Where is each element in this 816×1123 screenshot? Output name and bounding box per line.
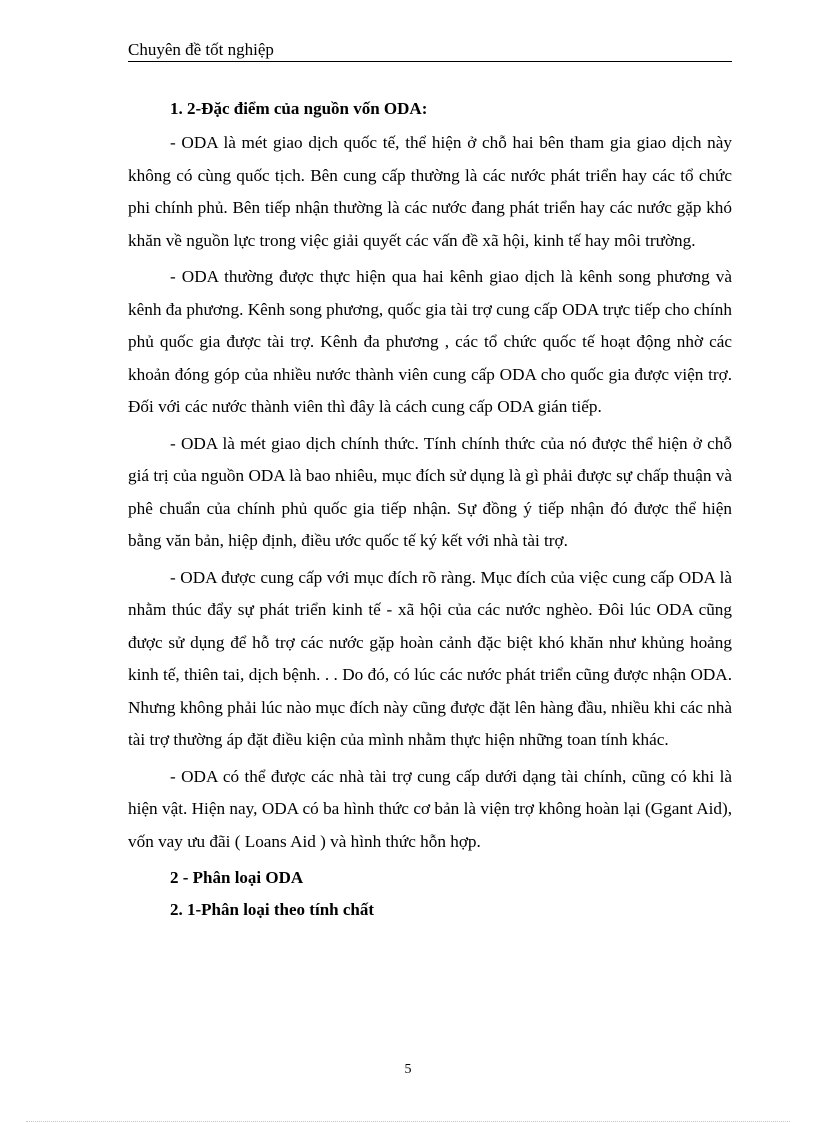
running-header: Chuyên đề tốt nghiệp: [128, 40, 732, 62]
paragraph: - ODA là mét giao dịch quốc tế, thể hiện ở chỗ hai bên tham gia giao dịch này không có cùng quốc tịch. Bên cung cấp thường là các nước phát triển hay các tổ chức phi chính phủ. Bên tiếp nhận thường là các nước đang phát triển hay các nước gặp khó khăn về nguồn lực trong việc giải quyết các vấn đề xã hội, kinh tế hay môi trường.: [128, 133, 732, 250]
section-heading-2: 2 - Phân loại ODA: [170, 868, 304, 887]
page-number: 5: [404, 1062, 412, 1077]
paragraph: - ODA thường được thực hiện qua hai kênh giao dịch là kênh song phương và kênh đa phương. Kênh song phương, quốc gia tài trợ cung cấp ODA trực tiếp cho chính phủ quốc gia được tài trợ. Kênh đa phương , các tổ chức quốc tế hoạt động nhờ các khoản đóng góp của nhiều nước thành viên cung cấp ODA cho quốc gia được viện trợ. Đối với các nước thành viên thì đây là cách cung cấp ODA gián tiếp.: [128, 267, 732, 416]
section-heading-2-1: 2. 1-Phân loại theo tính chất: [170, 900, 375, 919]
page-bottom-border: [26, 1121, 790, 1122]
paragraph: - ODA được cung cấp với mục đích rõ ràng. Mục đích của việc cung cấp ODA là nhằm thúc đẩy sự phát triển kinh tế - xã hội của các nước nghèo. Đôi lúc ODA cũng được sử dụng để hỗ trợ các nước gặp hoàn cảnh đặc biệt khó khăn như khủng hoảng kinh tế, thiên tai, dịch bệnh. . . Do đó, có lúc các nước phát triển cũng được nhận ODA. Nhưng không phải lúc nào mục đích này cũng được đặt lên hàng đầu, nhiều khi các nhà tài trợ thường áp đặt điều kiện của mình nhằm thực hiện những toan tính khác.: [128, 567, 732, 749]
page-body: [128, 93, 732, 926]
paragraph: - ODA có thể được các nhà tài trợ cung cấp dưới dạng tài chính, cũng có khi là hiện vật. Hiện nay, ODA có ba hình thức cơ bản là viện trợ không hoàn lại (Ggant Aid), vốn vay ưu đãi ( Loans Aid ) và hình thức hỗn hợp.: [128, 766, 732, 851]
paragraph: - ODA là mét giao dịch chính thức. Tính chính thức của nó được thể hiện ở chỗ giá trị của nguồn ODA là bao nhiêu, mục đích sử dụng là gì phải được sự chấp thuận và phê chuẩn của chính phủ quốc gia tiếp nhận. Sự đồng ý tiếp nhận đó được thể hiện bằng văn bản, hiệp định, điều ước quốc tế ký kết với nhà tài trợ.: [128, 433, 732, 550]
section-heading-1-2: 1. 2-Đặc điểm của nguồn vốn ODA:: [170, 99, 428, 118]
